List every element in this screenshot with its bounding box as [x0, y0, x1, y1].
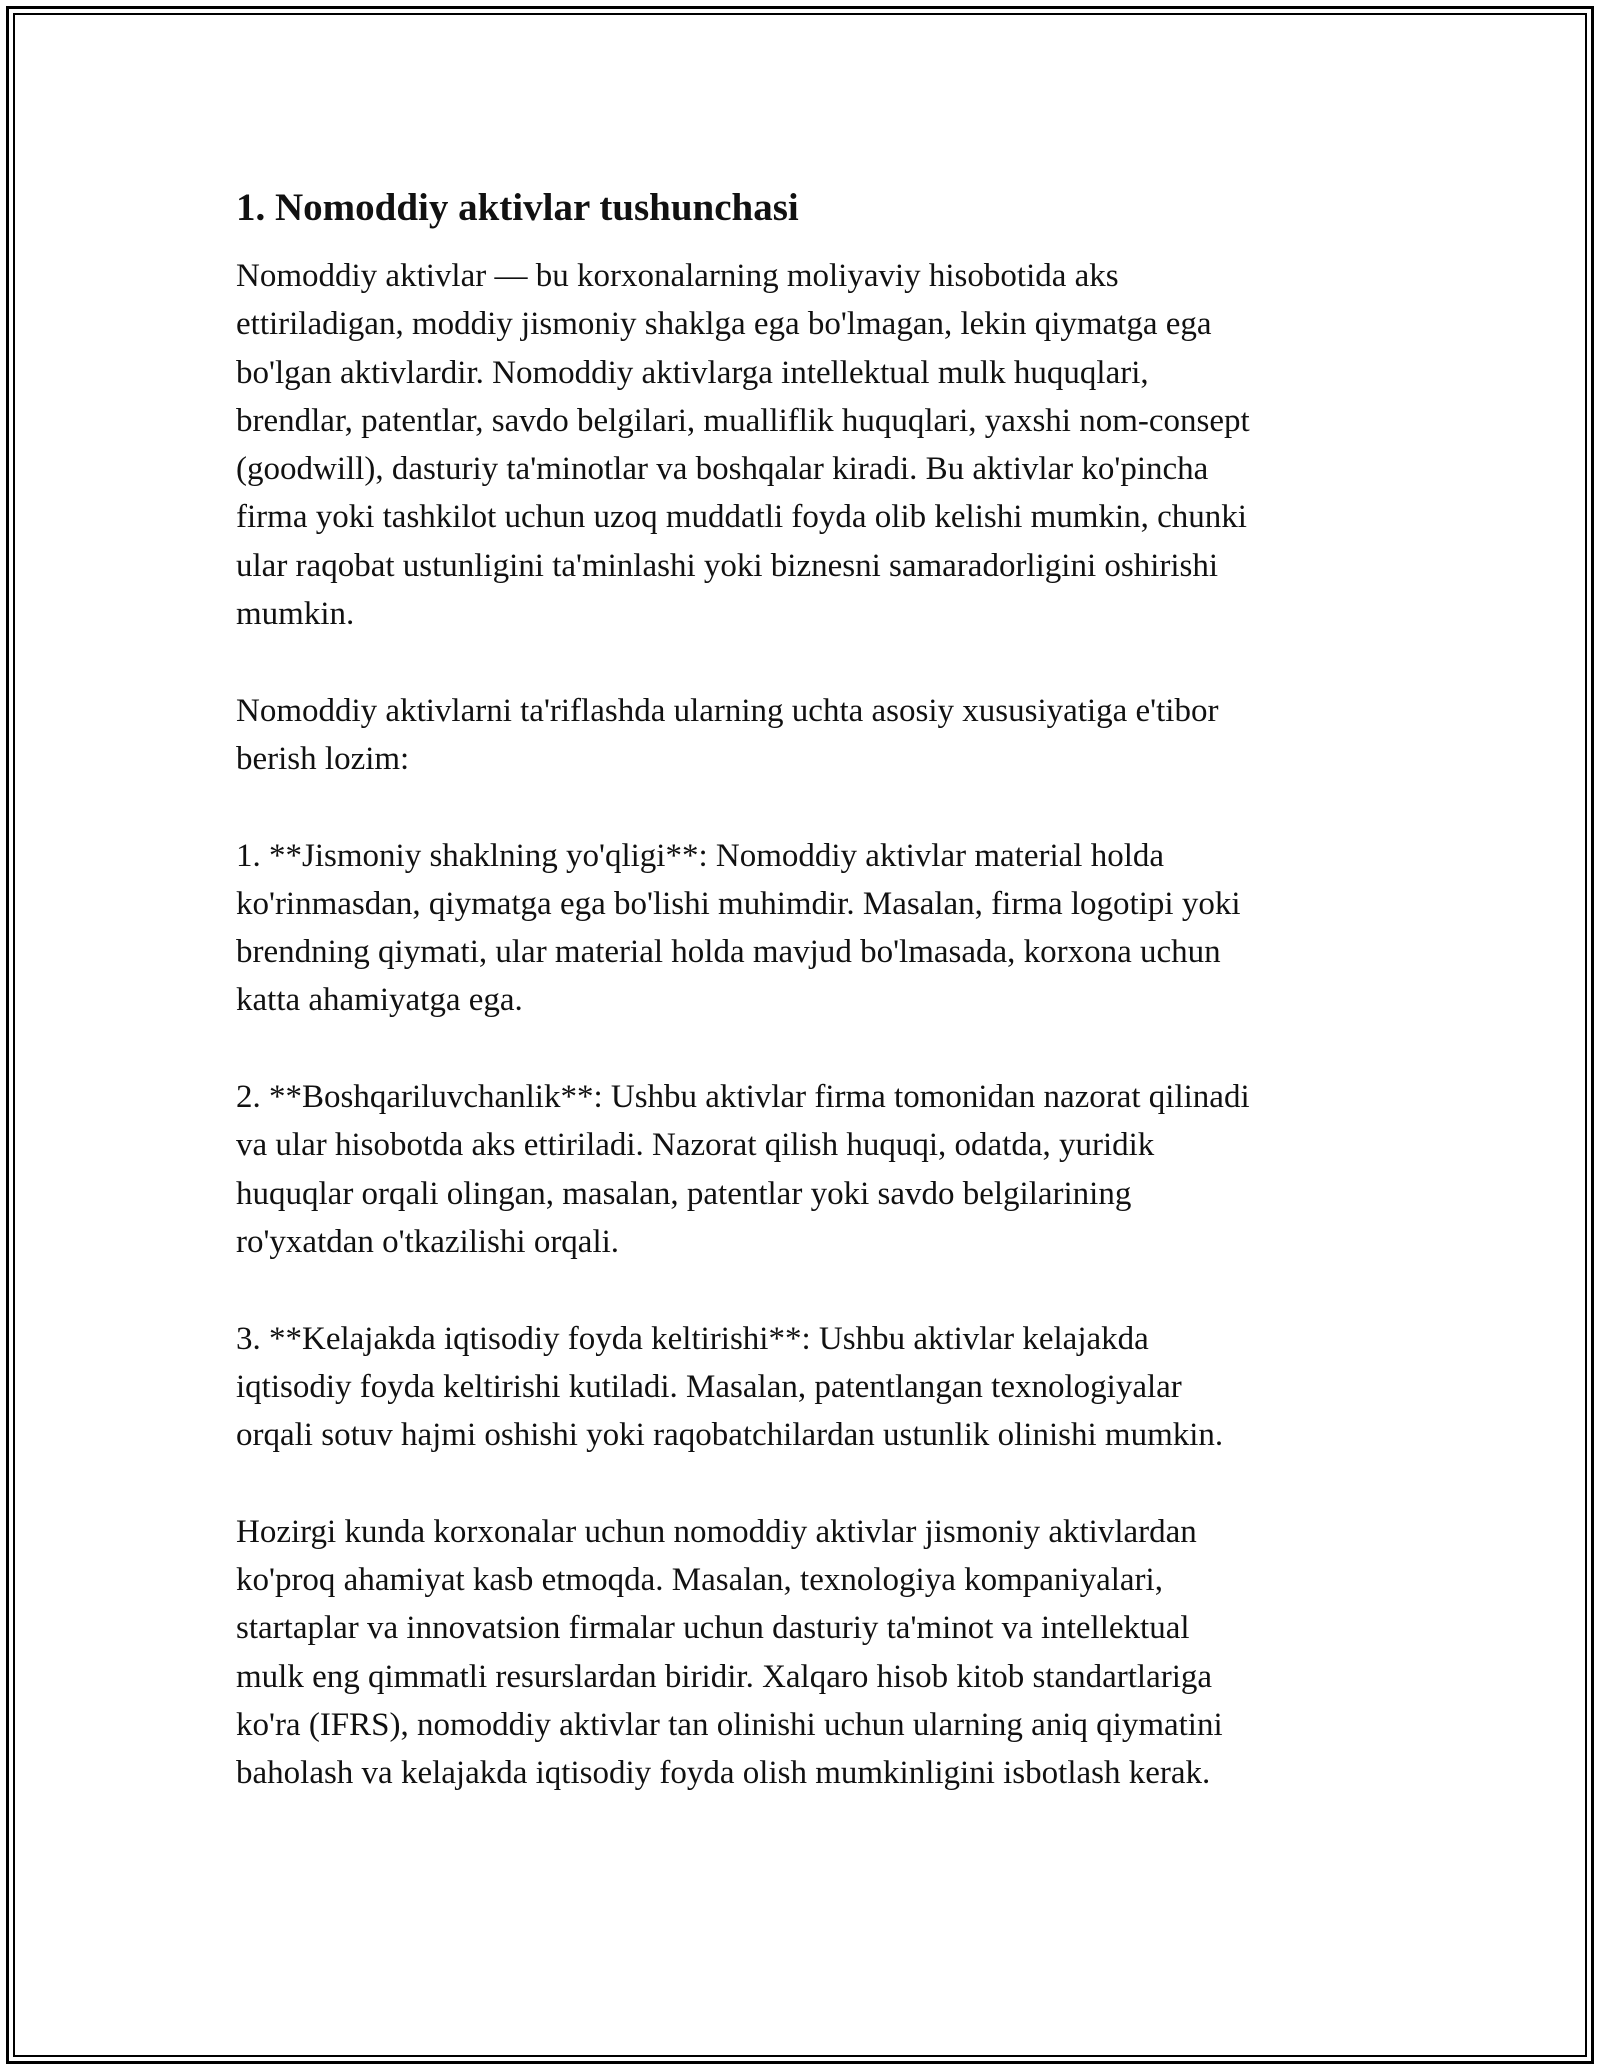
- list-item-future-benefit: 3. **Kelajakda iqtisodiy foyda keltirishi**: Ushbu aktivlar kelajakda iqtisodiy foyda keltirishi kutiladi. Masalan, patentlangan texnologiyalar orqali sotuv hajmi oshishi yoki raqobatchilardan ustunlik olinishi mumkin.: [236, 1320, 1224, 1454]
- list-item-controllability: 2. **Boshqariluvchanlik**: Ushbu aktivlar firma tomonidan nazorat qilinadi va ular hisobotda aks ettiriladi. Nazorat qilish huquqi, odatda, yuridik huquqlar orqali olingan, masalan, patentlar yoki savdo belgilarining ro'yxatdan o'tkazilishi orqali.: [236, 1079, 1250, 1260]
- paragraph-definition: Nomoddiy aktivlar — bu korxonalarning moliyaviy hisobotida aks ettiriladigan, moddiy jismoniy shaklga ega bo'lmagan, lekin qiymatga ega bo'lgan aktivlardir. Nomoddiy aktivlarga intellektual mulk huquqlari, brendlar, patentlar, savdo belgilari, mualliflik huquqlari, yaxshi nom-consept (goodwill), dasturiy ta'minotlar va boshqalar kiradi. Bu aktivlar ko'pincha firma yoki tashkilot uchun uzoq muddatli foyda olib kelishi mumkin, chunki ular raqobat ustunligini ta'minlashi yoki biznesni samaradorligini oshirishi mumkin.: [236, 258, 1250, 633]
- document-page: [236, 184, 1386, 1798]
- paragraph-intro-features: Nomoddiy aktivlarni ta'riflashda ularning uchta asosiy xususiyatiga e'tibor berish lozim:: [236, 692, 1219, 777]
- list-item-physical-form: 1. **Jismoniy shaklning yo'qligi**: Nomoddiy aktivlar material holda ko'rinmasdan, qiymatga ega bo'lishi muhimdir. Masalan, firma logotipi yoki brendning qiymati, ular material holda mavjud bo'lmasada, korxona uchun katta ahamiyatga ega.: [236, 837, 1241, 1019]
- paragraph-conclusion: Hozirgi kunda korxonalar uchun nomoddiy aktivlar jismoniy aktivlardan ko'proq ahamiyat kasb etmoqda. Masalan, texnologiya kompaniyalari, startaplar va innovatsion firmalar uchun dasturiy ta'minot va intellektual mulk eng qimmatli resurslardan biridir. Xalqaro hisob kitob standartlariga ko'ra (IFRS), nomoddiy aktivlar tan olinishi uchun ularning aniq qiymatini baholash va kelajakda iqtisodiy foyda olish mumkinligini isbotlash kerak.: [236, 1513, 1223, 1792]
- section-heading: 1. Nomoddiy aktivlar tushunchasi: [236, 186, 799, 229]
